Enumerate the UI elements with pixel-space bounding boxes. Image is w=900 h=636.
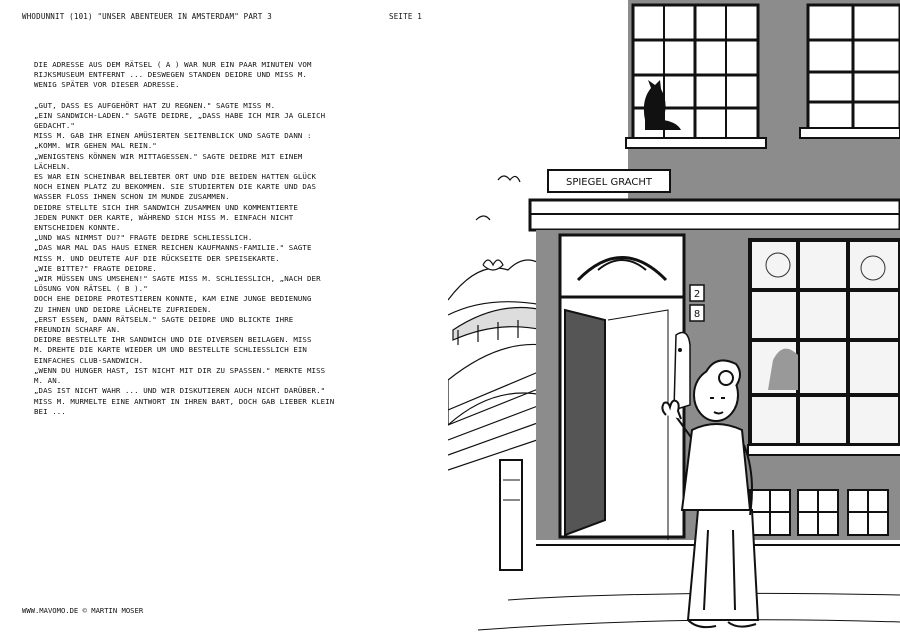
story-line: FREUNDIN SCHARF AN. (34, 325, 121, 335)
comic-illustration (448, 0, 900, 636)
street-sign-text: SPIEGEL GRACHT (565, 177, 653, 188)
doorway (560, 235, 684, 540)
story-line: GEDACHT." (34, 121, 75, 131)
pillar (500, 460, 522, 570)
story-line: M. DREHTE DIE KARTE WIEDER UM UND BESTELLTE SCHLIESSLICH EIN (34, 345, 307, 355)
upper-window-right (800, 5, 900, 138)
story-line: RIJKSMUSEUM ENTFERNT ... DESWEGEN STANDEN DEIDRE UND MISS M. (34, 70, 307, 80)
story-paragraph-intro (34, 60, 424, 91)
story-line: „GUT, DASS ES AUFGEHÖRT HAT ZU REGNEN." SAGTE MISS M. (34, 100, 276, 110)
page-number: SEITE 1 (388, 12, 422, 21)
story-paragraph-main (34, 101, 424, 417)
story-line: MISS M. UND DEUTETE AUF DIE RÜCKSEITE DER SPEISEKARTE. (34, 253, 280, 263)
story-line: „DAS WAR MAL DAS HAUS EINER REICHEN KAUFMANNS-FAMILIE." SAGTE (34, 243, 312, 253)
story-line: WENIG SPÄTER VOR DIESER ADRESSE. (34, 80, 180, 90)
peeking-figure (674, 333, 690, 410)
story-line: „WENN DU HUNGER HAST, IST NICHT MIT DIR ZU SPASSEN." MERKTE MISS (34, 365, 326, 375)
house-number-bottom: 8 (693, 309, 701, 320)
story-line: DEIDRE STELLTE SICH IHR SANDWICH ZUSAMMEN UND KOMMENTIERTE (34, 202, 298, 212)
street-scene (448, 0, 900, 636)
story-line: DOCH EHE DEIDRE PROTESTIEREN KONNTE, KAM EINE JUNGE BEDIENUNG (34, 294, 312, 304)
story-line: ES WAR EIN SCHEINBAR BELIEBTER ORT UND DIE BEIDEN HATTEN GLÜCK (34, 172, 317, 182)
story-line: „DAS IST NICHT WAHR ... UND WIR DISKUTIEREN AUCH NICHT DARÜBER." (34, 386, 326, 396)
story-text (34, 60, 424, 417)
story-line: MISS M. MURMELTE EINE ANTWORT IN IHREN BART, DOCH GAB LIEBER KLEIN (34, 396, 335, 406)
street-sign (548, 170, 670, 192)
story-line: BEI ... (34, 406, 66, 416)
story-line: „WIR MÜSSEN UNS UMSEHEN!" SAGTE MISS M. SCHLIESSLICH, „NACH DER (34, 274, 321, 284)
story-line: LÖSUNG VON RÄTSEL ( B )." (34, 284, 148, 294)
story-line: ENTSCHEIDEN KONNTE. (34, 223, 121, 233)
shop-window (748, 240, 900, 455)
page-title: WHODUNNIT (101) "UNSER ABENTEUER IN AMSTERDAM" PART 3 (22, 12, 272, 21)
story-line: M. AN. (34, 376, 62, 386)
story-line: WASSER FLOSS IHNEN SCHON IM MUNDE ZUSAMMEN. (34, 192, 230, 202)
story-line: „WIE BITTE?" FRAGTE DEIDRE. (34, 263, 157, 273)
story-line: JEDEN PUNKT DER KARTE, WÄHREND SICH MISS M. EINFACH NICHT (34, 212, 294, 222)
story-line: ZU IHNEN UND DEIDRE LÄCHELTE ZUFRIEDEN. (34, 304, 212, 314)
story-line: MISS M. GAB IHR EINEN AMÜSIERTEN SEITENBLICK UND SAGTE DANN : (34, 131, 312, 141)
story-line: „ERST ESSEN, DANN RÄTSELN." SAGTE DEIDRE UND BLICKTE IHRE (34, 314, 294, 324)
page-header (22, 12, 422, 21)
story-line: „WENIGSTENS KÖNNEN WIR MITTAGESSEN." SAGTE DEIDRE MIT EINEM (34, 151, 303, 161)
story-line: LÄCHELN. (34, 161, 71, 171)
house-number-top: 2 (693, 289, 701, 300)
basement-windows (750, 490, 888, 535)
story-line: „UND WAS NIMMST DU?" FRAGTE DEIDRE SCHLIESSLICH. (34, 233, 253, 243)
story-line: „KOMM. WIR GEHEN MAL REIN." (34, 141, 157, 151)
story-line: EINFACHES CLUB-SANDWICH. (34, 355, 144, 365)
footer-credit: WWW.MAVOMO.DE © MARTIN MOSER (22, 606, 144, 615)
story-line: NOCH EINEN PLATZ ZU BEKOMMEN. SIE STUDIERTEN DIE KARTE UND DAS (34, 182, 317, 192)
story-line: DIE ADRESSE AUS DEM RÄTSEL ( A ) WAR NUR EIN PAAR MINUTEN VOM (34, 60, 312, 69)
story-line: „EIN SANDWICH-LADEN." SAGTE DEIDRE, „DASS HABE ICH MIR JA GLEICH (34, 110, 326, 120)
story-line: DEIDRE BESTELLTE IHR SANDWICH UND DIE DIVERSEN BEILAGEN. MISS (34, 335, 312, 345)
